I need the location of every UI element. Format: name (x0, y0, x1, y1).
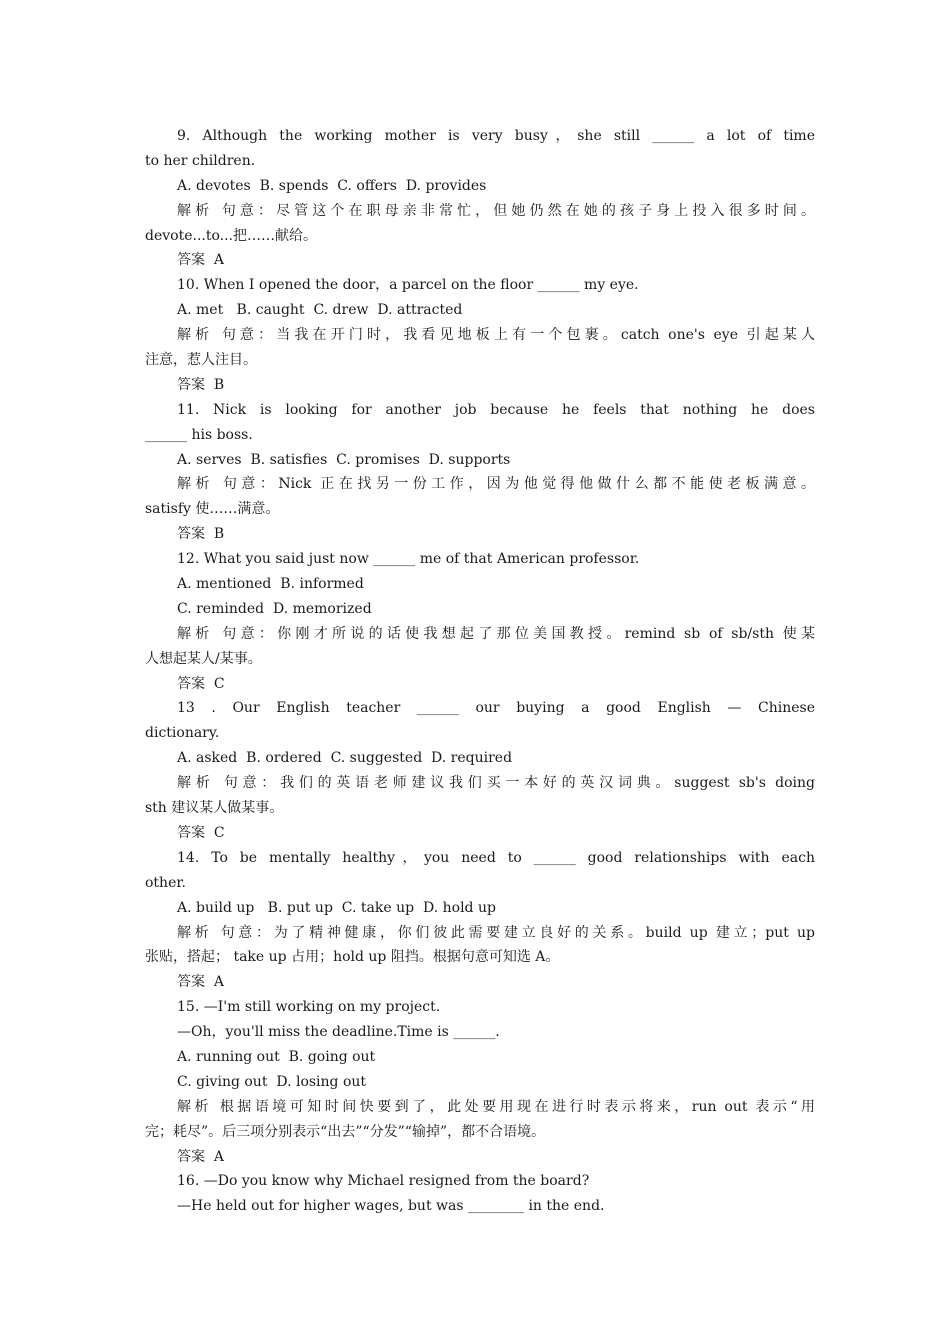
text-line: 完；耗尽”。后三项分别表示“出去”“分发”“输掉”，都不合语境。 (145, 1123, 546, 1140)
text-line: ______ his boss. (145, 426, 253, 443)
text-line: satisfy 使……满意。 (145, 501, 280, 518)
text-line: 解析 句意：我们的英语老师建议我们买一本好的英汉词典。suggest sb's doing (177, 775, 815, 792)
text-line: A. mentioned B. informed (177, 576, 364, 593)
text-line: A. met B. caught C. drew D. attracted (177, 302, 463, 319)
text-line: —He held out for higher wages, but was ________ in the end. (177, 1198, 605, 1215)
text-line: A. build up B. put up C. take up D. hold up (177, 899, 496, 916)
text-line: A. asked B. ordered C. suggested D. required (177, 750, 513, 767)
text-line: dictionary. (145, 725, 220, 742)
text-line: 15. —I'm still working on my project. (177, 999, 441, 1016)
text-line: A. devotes B. spends C. offers D. provides (177, 177, 487, 194)
text-line: 答案 A (177, 1148, 225, 1165)
text-line: other. (145, 874, 186, 891)
text-line: 10. When I opened the door，a parcel on the floor ______ my eye. (177, 277, 639, 294)
text-line: 解析 句意：当我在开门时，我看见地板上有一个包裹。catch one's eye 引起某人 (177, 327, 815, 344)
text-line: —Oh，you'll miss the deadline.Time is ______. (177, 1024, 500, 1041)
text-line: C. reminded D. memorized (177, 600, 372, 617)
text-line: 16. —Do you know why Michael resigned from the board? (177, 1173, 590, 1190)
text-line: 张贴，搭起； take up 占用；hold up 阻挡。根据句意可知选 A。 (145, 949, 560, 966)
text-line: 答案 A (177, 974, 225, 991)
text-line: sth 建议某人做某事。 (145, 800, 284, 817)
text-line: devote...to...把……献给。 (145, 227, 318, 244)
document-page (145, 124, 815, 1219)
text-line: A. running out B. going out (177, 1048, 376, 1065)
text-line: 解析 句意：为了精神健康，你们彼此需要建立良好的关系。build up 建立；put up (177, 924, 815, 941)
text-line: 解析 根据语境可知时间快要到了，此处要用现在进行时表示将来，run out 表示“用 (177, 1098, 815, 1115)
text-line: 答案 C (177, 675, 225, 692)
text-line: A. serves B. satisfies C. promises D. supports (177, 451, 511, 468)
text-line: 12. What you said just now ______ me of that American professor. (177, 551, 640, 568)
text-line: 解析 句意：Nick 正在找另一份工作，因为他觉得他做什么都不能使老板满意。 (177, 476, 815, 493)
text-line: 答案 B (177, 376, 225, 393)
text-line: to her children. (145, 152, 256, 169)
text-line: 9. Although the working mother is very busy，she still ______ a lot of time (177, 128, 815, 144)
text-line: 解析 句意：你刚才所说的话使我想起了那位美国教授。remind sb of sb/sth 使某 (177, 625, 815, 642)
text-line: 注意，惹人注目。 (145, 352, 257, 369)
text-line: C. giving out D. losing out (177, 1073, 367, 1090)
text-line: 答案 C (177, 824, 225, 841)
text-line: 解析 句意：尽管这个在职母亲非常忙，但她仍然在她的孩子身上投入很多时间。 (177, 202, 815, 219)
text-line: 答案 A (177, 252, 225, 269)
text-line: 14. To be mentally healthy，you need to ______ good relationships with each (177, 849, 815, 866)
text-line: 11. Nick is looking for another job because he feels that nothing he does (177, 401, 815, 418)
text-line: 13 . Our English teacher ______ our buying a good English — Chinese (177, 700, 815, 717)
text-line: 人想起某人/某事。 (145, 650, 262, 667)
text-line: 答案 B (177, 526, 225, 543)
